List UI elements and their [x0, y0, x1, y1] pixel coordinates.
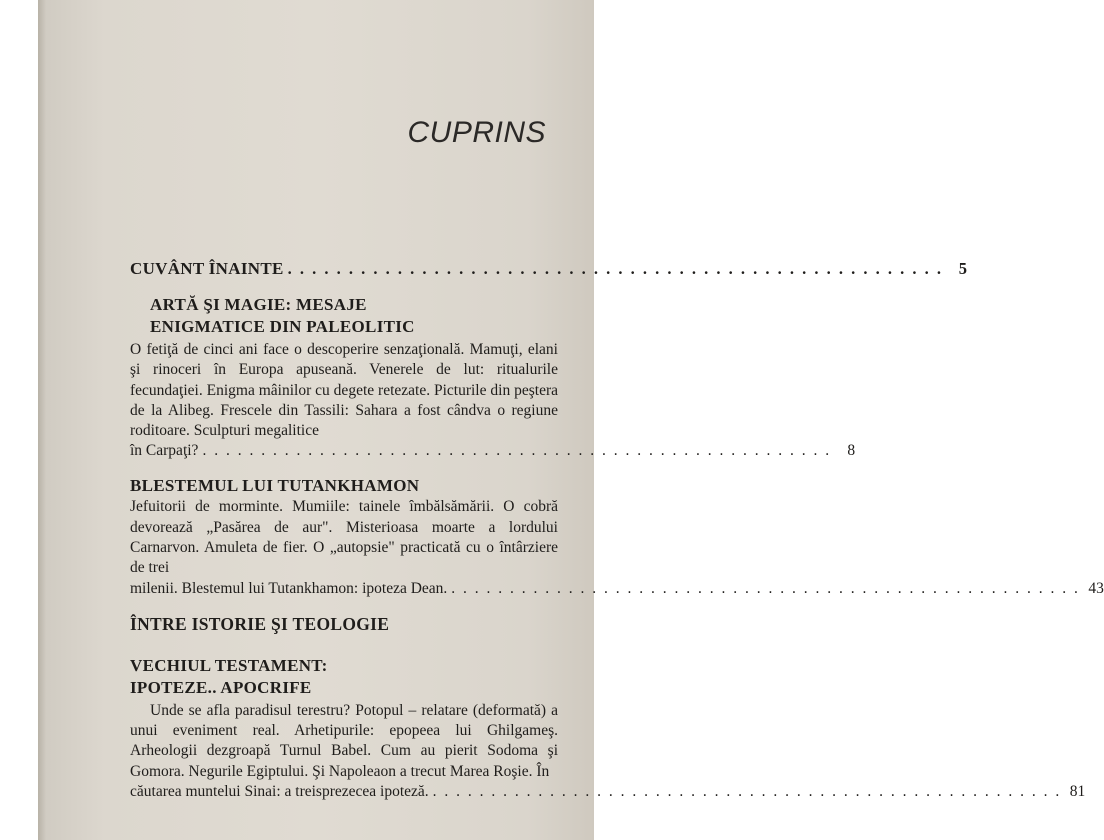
toc-entry-old-testament [130, 655, 1086, 802]
table-of-contents [130, 258, 1104, 802]
dot-leader: . . . . . . . . . . . . . . . . . . . . . . . . . . . . . . . . . . . . . . . . . . . . . . . . . . . . . . [432, 782, 1062, 800]
page-number: 5 [958, 259, 967, 278]
toc-summary: O fetiţă de cinci ani face o descoperire senzaţională. Mamuţi, elani şi rinoceri în Europa apuseană. Venerele de lut: ritualurile fecundaţiei. Enigma mâinilor cu degete retezate. Picturile din peştera de la Alibeg. Frescele din Tassili: Sahara a fost cândva o regiune roditoare. Sculpturi megalitice [130, 341, 558, 440]
dot-leader: . . . . . . . . . . . . . . . . . . . . . . . . . . . . . . . . . . . . . . . . . . . . . . . . . . . . . . [451, 579, 1080, 597]
toc-summary-last-line: căutarea muntelui Sinai: a treisprezecea ipoteză. [130, 782, 429, 800]
dot-leader: . . . . . . . . . . . . . . . . . . . . . . . . . . . . . . . . . . . . . . . . . . . . . . . . . . . . . . [287, 259, 943, 278]
page-title: CUPRINS [407, 116, 546, 149]
page-number: 43 [1088, 579, 1104, 597]
page-number: 81 [1069, 782, 1086, 800]
toc-entry-art-magic [130, 294, 856, 461]
dot-leader: . . . . . . . . . . . . . . . . . . . . . . . . . . . . . . . . . . . . . . . . . . . . . . . . . . . . . . [202, 442, 832, 460]
page-edge-shadow [38, 0, 46, 840]
section-heading: ÎNTRE ISTORIE ŞI TEOLOGIE [130, 613, 390, 634]
toc-heading-line1: VECHIUL TESTAMENT: [130, 655, 328, 675]
toc-heading-line2: ENIGMATICE DIN PALEOLITIC [150, 317, 415, 336]
toc-summary: Jefuitorii de morminte. Mumiile: tainele îmbălsămării. O cobră devorează „Pasărea de aur". Misterioasa moarte a lordului Carnarvon. Amuleta de fier. O „autopsie" practicată cu o întârziere de trei [130, 498, 558, 577]
toc-summary: Unde se afla paradisul terestru? Potopul – relatare (deformată) a unui eveniment real. Arhetipurile: epopeea lui Ghilgameş. Arheologii dezgroapă Turnul Babel. Cum au pierit Sodoma şi Gomora. Negurile Egiptului. Şi Napoleaon a trecut Marea Roşie. În [130, 701, 558, 780]
book-page [38, 0, 1104, 840]
page-number: 8 [847, 442, 856, 460]
toc-heading-line2: IPOTEZE.. APOCRIFE [130, 677, 312, 697]
toc-heading: BLESTEMUL LUI TUTANKHAMON [130, 476, 420, 496]
toc-entry-foreword [130, 258, 967, 280]
toc-heading-line1: ARTĂ ŞI MAGIE: MESAJE [150, 295, 367, 314]
toc-entry-tutankhamon [130, 475, 1104, 598]
toc-summary-last-line: în Carpaţi? [130, 442, 199, 460]
toc-summary-last-line: milenii. Blestemul lui Tutankhamon: ipoteza Dean. [130, 579, 448, 597]
toc-heading: CUVÂNT ÎNAINTE [130, 259, 284, 278]
toc-section [130, 613, 558, 635]
